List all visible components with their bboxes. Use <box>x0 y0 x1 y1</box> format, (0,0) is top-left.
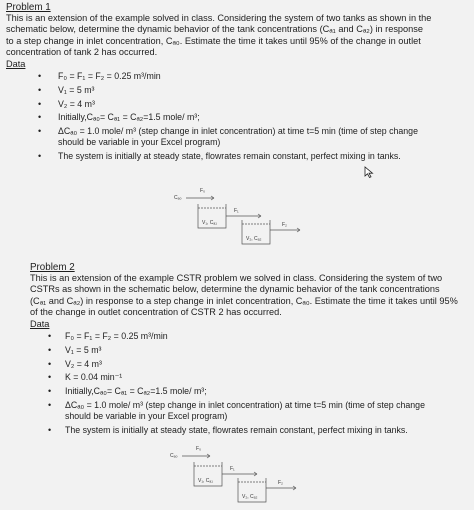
list-item-text: The system is initially at steady state, flowrates remain constant, perfect mixing in tanks. <box>65 425 408 436</box>
bullet-icon: • <box>38 126 42 137</box>
problem-2-data-label: Data <box>30 318 50 329</box>
list-item <box>6 99 468 110</box>
diagram-f1-label: F₁ <box>230 466 235 472</box>
bullet-icon: • <box>48 425 52 436</box>
bullet-icon: • <box>48 400 52 411</box>
problem-1-title: Problem 1 <box>6 2 51 13</box>
problem-1-intro-line: This is an extension of the example solved in class. Considering the system of two tanks as shown in the <box>6 13 432 23</box>
bullet-icon: • <box>38 112 42 123</box>
diagram-f0-label: F₀ <box>200 188 206 194</box>
list-item-text: Initially,Cₐ₀= Cₐ₁ = Cₐ₂=1.5 mole/ m³; <box>58 112 200 123</box>
list-item <box>30 359 468 370</box>
list-item <box>30 372 468 383</box>
bullet-icon: • <box>48 358 52 369</box>
diagram-f0-label: F₀ <box>196 446 202 452</box>
list-item-text: K = 0.04 min⁻¹ <box>65 372 123 383</box>
problem-2-intro-line: (Cₐ₁ and Cₐ₂) in response to a step change in inlet concentration, Cₐ₀. Estimate the time it takes until 95% <box>30 295 458 306</box>
list-item <box>30 386 468 397</box>
list-item-text-continued: should be variable in your Excel program) <box>58 137 221 148</box>
diagram-f2-label: F₂ <box>278 480 283 486</box>
list-item-text: F₀ = F₁ = F₂ = 0.25 m³/min <box>58 71 161 82</box>
bullet-icon: • <box>48 372 52 383</box>
list-item-text: V₂ = 4 m³ <box>65 358 102 369</box>
list-item-text: ΔCₐ₀ = 1.0 mole/ m³ (step change in inlet concentration) at time t=5 min (time of step change <box>65 400 425 411</box>
diagram-f2-label: F₂ <box>282 222 287 228</box>
problem-2-data-list <box>30 331 468 436</box>
list-item <box>30 400 468 422</box>
list-item-text: F₀ = F₁ = F₂ = 0.25 m³/min <box>65 331 168 342</box>
problem-1-data-label: Data <box>6 58 26 69</box>
problem-1-data-list <box>6 71 468 162</box>
problem-2-intro-line: This is an extension of the example CSTR problem we solved in class. Considering the system of two <box>30 273 443 283</box>
list-item-text: V₁ = 5 m³ <box>58 84 95 95</box>
diagram-tank1-label: V₁, Cₐ₁ <box>202 220 217 226</box>
list-item <box>30 345 468 356</box>
problem-2-intro-line: CSTRs as shown in the schematic below, determine the dynamic behavior of the tank concentrations <box>30 284 440 295</box>
diagram-f1-label: F₁ <box>234 208 239 214</box>
problem-1-section <box>6 2 468 165</box>
bullet-icon: • <box>38 71 42 82</box>
problem-2-section <box>30 262 468 439</box>
list-item <box>30 331 468 342</box>
list-item <box>6 151 468 162</box>
problem-1-intro-line: schematic below, determine the dynamic behavior of the tank concentrations (Cₐ₁ and Cₐ₂) in response <box>6 24 423 35</box>
bullet-icon: • <box>38 98 42 109</box>
bullet-icon: • <box>48 331 52 342</box>
list-item <box>6 126 468 148</box>
bullet-icon: • <box>38 84 42 95</box>
list-item-text: ΔCₐ₀ = 1.0 mole/ m³ (step change in inlet concentration) at time t=5 min (time of step change <box>58 126 418 137</box>
bullet-icon: • <box>48 344 52 355</box>
bullet-icon: • <box>48 386 52 397</box>
problem-1-intro-line: concentration of tank 2 has occurred. <box>6 47 158 58</box>
diagram-tank1-label: V₁, Cₐ₁ <box>198 478 213 484</box>
diagram-tank2-label: V₂, Cₐ₂ <box>242 494 258 500</box>
list-item-text: V₁ = 5 m³ <box>65 344 102 355</box>
list-item-text: V₂ = 4 m³ <box>58 98 95 109</box>
list-item <box>6 112 468 123</box>
diagram-ca0-label: Cₐ₀ <box>174 195 182 201</box>
problem-1-tank-schematic <box>166 186 306 248</box>
problem-2-title: Problem 2 <box>30 262 75 273</box>
mouse-cursor-icon <box>364 166 374 178</box>
bullet-icon: • <box>38 151 42 162</box>
list-item <box>6 85 468 96</box>
diagram-tank2-label: V₂, Cₐ₂ <box>246 236 262 242</box>
problem-2-intro-line: of the change in outlet concentration of CSTR 2 has occurred. <box>30 307 282 318</box>
list-item <box>30 425 468 436</box>
list-item-text-continued: should be variable in your Excel program) <box>65 411 228 422</box>
list-item-text: Initially,Cₐ₀= Cₐ₁ = Cₐ₂=1.5 mole/ m³; <box>65 386 207 397</box>
diagram-ca0-label: Cₐ₀ <box>170 453 178 459</box>
problem-1-intro-line: to a step change in inlet concentration, Cₐ₀. Estimate the time it takes until 95% of the change in outlet <box>6 35 421 46</box>
list-item-text: The system is initially at steady state, flowrates remain constant, perfect mixing in tanks. <box>58 151 401 162</box>
problem-2-cstr-schematic <box>162 444 302 506</box>
list-item <box>6 71 468 82</box>
